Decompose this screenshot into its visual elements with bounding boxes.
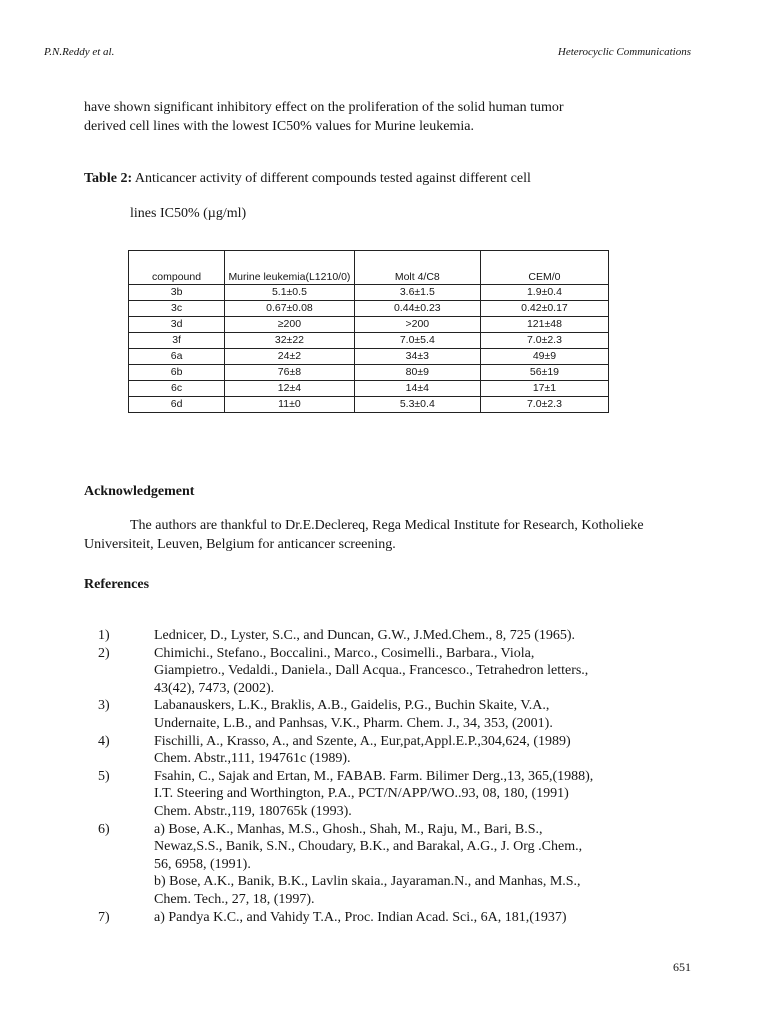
reference-item <box>98 909 698 927</box>
table-cell: 7.0±2.3 <box>480 397 608 413</box>
table-caption-text: Anticancer activity of different compounds tested against different cell <box>134 171 531 186</box>
table-row <box>129 301 609 317</box>
reference-line: Fischilli, A., Krasso, A., and Szente, A., Eur,pat,Appl.E.P.,304,624, (1989) <box>154 733 571 749</box>
table-label: Table 2: <box>84 171 133 186</box>
page-number: 651 <box>673 960 691 974</box>
table-cell: 6c <box>129 381 225 397</box>
table-cell: 6b <box>129 365 225 381</box>
column-header-molt: Molt 4/C8 <box>354 251 480 285</box>
table-cell: 6a <box>129 349 225 365</box>
table-cell: 49±9 <box>480 349 608 365</box>
table-header-row <box>129 251 609 285</box>
running-head-author: P.N.Reddy et al. <box>44 46 115 58</box>
reference-number: 2) <box>98 645 110 661</box>
table-cell: 11±0 <box>225 397 355 413</box>
reference-line: Labanauskers, L.K., Braklis, A.B., Gaidelis, P.G., Buchin Skaite, V.A., <box>154 698 550 714</box>
table-cell: 1.9±0.4 <box>480 285 608 301</box>
intro-paragraph <box>84 98 684 136</box>
reference-number: 5) <box>98 768 110 784</box>
anticancer-activity-table <box>128 250 609 413</box>
reference-line: b) Bose, A.K., Banik, B.K., Lavlin skaia., Jayaraman.N., and Manhas, M.S., <box>154 874 581 890</box>
table-cell: 14±4 <box>354 381 480 397</box>
table-cell: ≥200 <box>225 317 355 333</box>
table-cell: 6d <box>129 397 225 413</box>
table-row <box>129 333 609 349</box>
acknowledgement-heading: Acknowledgement <box>84 484 195 499</box>
reference-number: 3) <box>98 698 110 714</box>
table-row <box>129 317 609 333</box>
reference-line: a) Pandya K.C., and Vahidy T.A., Proc. Indian Acad. Sci., 6A, 181,(1937) <box>154 909 567 925</box>
reference-number: 1) <box>98 628 110 643</box>
table-cell: 34±3 <box>354 349 480 365</box>
reference-number: 4) <box>98 733 110 749</box>
column-header-cem: CEM/0 <box>480 251 608 285</box>
table-body <box>129 285 609 413</box>
reference-line: 43(42), 7473, (2002). <box>154 680 275 696</box>
table-row <box>129 397 609 413</box>
table-cell: 121±48 <box>480 317 608 333</box>
table-cell: 3b <box>129 285 225 301</box>
reference-line: Lednicer, D., Lyster, S.C., and Duncan, G.W., J.Med.Chem., 8, 725 (1965). <box>154 628 576 643</box>
table-row <box>129 365 609 381</box>
intro-line-1: have shown significant inhibitory effect on the proliferation of the solid human tumor <box>84 100 564 115</box>
reference-item <box>98 821 698 909</box>
table-cell: 76±8 <box>225 365 355 381</box>
table-cell: 17±1 <box>480 381 608 397</box>
table-row <box>129 285 609 301</box>
table-cell: 3c <box>129 301 225 317</box>
reference-line: Chem. Tech., 27, 18, (1997). <box>154 891 315 907</box>
reference-number: 7) <box>98 909 110 925</box>
column-header-murine-leukemia: Murine leukemia(L1210/0) <box>225 251 355 285</box>
reference-line: Chimichi., Stefano., Boccalini., Marco., Cosimelli., Barbara., Viola, <box>154 645 535 661</box>
table-cell: 5.1±0.5 <box>225 285 355 301</box>
table-cell: 0.44±0.23 <box>354 301 480 317</box>
reference-line: Undernaite, L.B., and Panhsas, V.K., Pharm. Chem. J., 34, 353, (2001). <box>154 715 553 731</box>
table-caption <box>84 171 531 187</box>
table-units: lines IC50% (µg/ml) <box>130 206 247 221</box>
reference-line: Chem. Abstr.,111, 194761c (1989). <box>154 751 351 767</box>
table-cell: 56±19 <box>480 365 608 381</box>
table-cell: 80±9 <box>354 365 480 381</box>
acknowledgement-text: The authors are thankful to Dr.E.Declereq, Rega Medical Institute for Research, Kotholieke Universiteit, Leuven, Belgium for anticancer screening. <box>84 518 644 552</box>
reference-line: I.T. Steering and Worthington, P.A., PCT/N/APP/WO..93, 08, 180, (1991) <box>154 786 569 802</box>
table-cell: 3.6±1.5 <box>354 285 480 301</box>
table-cell: 12±4 <box>225 381 355 397</box>
running-head-journal: Heterocyclic Communications <box>557 46 691 58</box>
reference-line: Giampietro., Vedaldi., Daniela., Dall Acqua., Francesco., Tetrahedron letters., <box>154 663 589 679</box>
table-cell: 32±22 <box>225 333 355 349</box>
table-row <box>129 349 609 365</box>
reference-line: a) Bose, A.K., Manhas, M.S., Ghosh., Shah, M., Raju, M., Bari, B.S., <box>154 821 543 837</box>
reference-item <box>98 768 698 821</box>
intro-line-2: derived cell lines with the lowest IC50% values for Murine leukemia. <box>84 119 474 134</box>
table-cell: 5.3±0.4 <box>354 397 480 413</box>
table-cell: >200 <box>354 317 480 333</box>
reference-line: Fsahin, C., Sajak and Ertan, M., FABAB. Farm. Bilimer Derg.,13, 365,(1988), <box>154 768 594 784</box>
reference-number: 6) <box>98 821 110 837</box>
reference-item <box>98 697 698 732</box>
reference-item <box>98 733 698 768</box>
table-cell: 7.0±5.4 <box>354 333 480 349</box>
references-list <box>98 627 698 926</box>
references-heading: References <box>84 577 150 592</box>
table-cell: 0.67±0.08 <box>225 301 355 317</box>
table-cell: 7.0±2.3 <box>480 333 608 349</box>
table-cell: 0.42±0.17 <box>480 301 608 317</box>
column-header-compound: compound <box>129 251 225 285</box>
reference-line: Newaz,S.S., Banik, S.N., Choudary, B.K., and Barakal, A.G., J. Org .Chem., <box>154 839 583 855</box>
table-cell: 3f <box>129 333 225 349</box>
table-cell: 3d <box>129 317 225 333</box>
reference-line: Chem. Abstr.,119, 180765k (1993). <box>154 803 352 819</box>
reference-line: 56, 6958, (1991). <box>154 856 251 872</box>
table-cell: 24±2 <box>225 349 355 365</box>
reference-item <box>98 645 698 698</box>
reference-item <box>98 627 698 645</box>
table-row <box>129 381 609 397</box>
